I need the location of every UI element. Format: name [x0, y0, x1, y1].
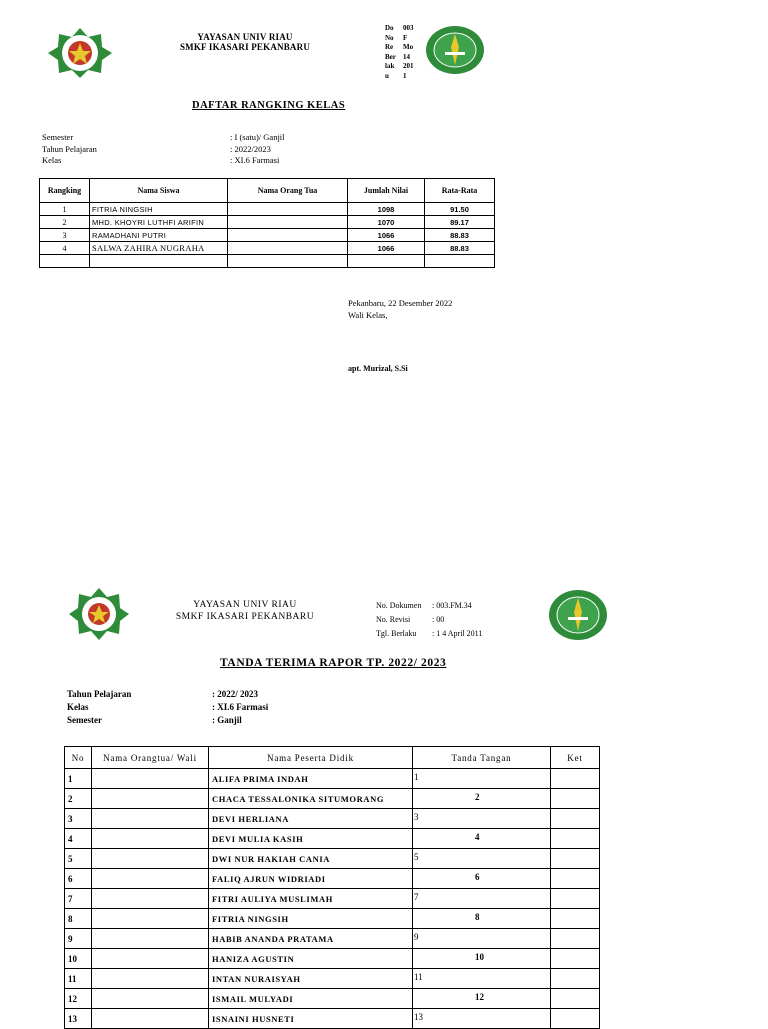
signature-number-left: 13 [414, 1012, 423, 1022]
table-row: 4 SALWA ZAHIRA NUGRAHA 1066 88.83 [40, 242, 495, 255]
doc1-info [42, 132, 285, 167]
doc-meta-row: u 1 [385, 71, 407, 80]
table-row [65, 769, 600, 789]
note-cell [551, 769, 600, 789]
parent-name-cell [92, 869, 209, 889]
row-number: 13 [65, 1009, 92, 1029]
signature-number-right: 12 [475, 992, 484, 1002]
signature-cell [413, 869, 551, 889]
signature-number-left: 11 [414, 972, 423, 982]
col-header: Ket [551, 747, 600, 769]
signer-name: apt. Murizal, S.Si [348, 364, 408, 373]
note-cell [551, 1009, 600, 1029]
table-row [65, 869, 600, 889]
parent-name-cell [92, 789, 209, 809]
table-row [65, 789, 600, 809]
university-logo-right [548, 589, 608, 641]
doc2-title: TANDA TERIMA RAPOR TP. 2022/ 2023 [220, 657, 447, 669]
row-number: 6 [65, 869, 92, 889]
row-number: 5 [65, 849, 92, 869]
parent-name-cell [92, 989, 209, 1009]
school-logo-left [47, 27, 113, 79]
signature-cell [413, 989, 551, 1009]
parent-name-cell [92, 929, 209, 949]
doc-meta-row: No F [385, 33, 408, 42]
university-logo-right [425, 25, 485, 75]
table-row: 2 MHD. KHOYRI LUTHFI ARIFIN 1070 89.17 [40, 216, 495, 229]
parent-name-cell [92, 769, 209, 789]
doc1-title: DAFTAR RANGKING KELAS [192, 100, 346, 111]
signature-cell [413, 769, 551, 789]
doc1-school: SMKF IKASARI PEKANBARU [179, 42, 311, 52]
doc1-signature-block [348, 297, 452, 321]
signature-number-left: 5 [414, 852, 419, 862]
row-number: 7 [65, 889, 92, 909]
row-number: 2 [65, 789, 92, 809]
col-header: Tanda Tangan [413, 747, 551, 769]
doc-meta-row: No. Dokumen : 003.FM.34 [376, 601, 472, 610]
table-row [65, 949, 600, 969]
signature-number-right: 4 [475, 832, 480, 842]
table-row [65, 1009, 600, 1029]
col-header: Nama Peserta Didik [209, 747, 413, 769]
row-number: 8 [65, 909, 92, 929]
row-number: 12 [65, 989, 92, 1009]
note-cell [551, 969, 600, 989]
doc1-header [170, 32, 320, 52]
row-number: 1 [65, 769, 92, 789]
note-cell [551, 889, 600, 909]
signature-number-right: 8 [475, 912, 480, 922]
note-cell [551, 829, 600, 849]
note-cell [551, 809, 600, 829]
parent-name-cell [92, 969, 209, 989]
school-logo-left [68, 587, 130, 641]
student-name: HABIB ANANDA PRATAMA [209, 929, 413, 949]
parent-name-cell [92, 889, 209, 909]
note-cell [551, 909, 600, 929]
table-row [65, 989, 600, 1009]
signature-cell [413, 949, 551, 969]
table-row [40, 255, 495, 268]
signature-cell [413, 829, 551, 849]
student-name: INTAN NURAISYAH [209, 969, 413, 989]
note-cell [551, 869, 600, 889]
table-header-row [65, 747, 600, 769]
signer-role: Wali Kelas, [348, 310, 388, 320]
doc-meta-row: lak 201 [385, 62, 414, 70]
info-row: Tahun Pelajaran : 2022/2023 [42, 143, 271, 154]
note-cell [551, 789, 600, 809]
signature-cell [413, 849, 551, 869]
doc2-foundation: YAYASAN UNIV RIAU [193, 600, 297, 610]
signature-cell [413, 969, 551, 989]
table-row: 3 RAMADHANI PUTRI 1066 88.83 [40, 229, 495, 242]
doc2-info [67, 688, 268, 727]
parent-name-cell [92, 849, 209, 869]
doc-meta-row: Ber 14 [385, 52, 410, 61]
doc-meta-row: No. Revisi : 00 [376, 615, 445, 624]
doc2-school: SMKF IKASARI PEKANBARU [175, 612, 315, 622]
student-name: DEVI MULIA KASIH [209, 829, 413, 849]
ranking-table [39, 178, 495, 268]
table-row [65, 809, 600, 829]
info-row: Tahun Pelajaran : 2022/ 2023 [67, 689, 258, 699]
signature-cell [413, 809, 551, 829]
row-number: 10 [65, 949, 92, 969]
parent-name-cell [92, 829, 209, 849]
doc-meta-row: Tgl. Berlaku : 1 4 April 2011 [376, 629, 483, 638]
col-header: Jumlah Nilai [348, 179, 425, 203]
row-number: 9 [65, 929, 92, 949]
info-row: Kelas : XI.6 Farmasi [42, 155, 280, 165]
parent-name-cell [92, 1009, 209, 1029]
signature-number-right: 6 [475, 872, 480, 882]
signature-number-right: 2 [475, 792, 480, 802]
doc-meta-row: Do 003 [385, 24, 414, 32]
signature-number-left: 1 [414, 772, 419, 782]
table-row [65, 909, 600, 929]
signature-number-right: 10 [475, 952, 484, 962]
note-cell [551, 949, 600, 969]
row-number: 4 [65, 829, 92, 849]
student-name: DEVI HERLIANA [209, 809, 413, 829]
student-name: FALIQ AJRUN WIDRIADI [209, 869, 413, 889]
student-name: DWI NUR HAKIAH CANIA [209, 849, 413, 869]
table-row [65, 929, 600, 949]
table-row [65, 969, 600, 989]
doc1-doc-meta [385, 24, 414, 81]
doc2-header [160, 599, 330, 623]
student-name: HANIZA AGUSTIN [209, 949, 413, 969]
table-row [65, 889, 600, 909]
note-cell [551, 849, 600, 869]
student-name: FITRI AULIYA MUSLIMAH [209, 889, 413, 909]
signature-cell [413, 909, 551, 929]
signature-number-left: 3 [414, 812, 419, 822]
parent-name-cell [92, 809, 209, 829]
signature-cell [413, 929, 551, 949]
doc-meta-row: Re Mo [385, 43, 414, 51]
info-row: Kelas : XI.6 Farmasi [67, 702, 269, 712]
row-number: 11 [65, 969, 92, 989]
col-header: Rangking [40, 179, 90, 203]
info-row: Semester : I (satu)/ Ganjil [42, 132, 285, 142]
col-header: No [65, 747, 92, 769]
table-row: 1 FITRIA NINGSIH 1098 91.50 [40, 203, 495, 216]
table-row [65, 849, 600, 869]
receipt-table [64, 746, 600, 1029]
signature-cell [413, 889, 551, 909]
note-cell [551, 929, 600, 949]
student-name: ALIFA PRIMA INDAH [209, 769, 413, 789]
student-name: ISNAINI HUSNETI [209, 1009, 413, 1029]
doc1-foundation: YAYASAN UNIV RIAU [197, 32, 293, 42]
col-header: Rata-Rata [425, 179, 495, 203]
parent-name-cell [92, 909, 209, 929]
table-header-row [40, 179, 495, 203]
row-number: 3 [65, 809, 92, 829]
student-name: ISMAIL MULYADI [209, 989, 413, 1009]
col-header: Nama Siswa [90, 179, 228, 203]
signature-cell [413, 789, 551, 809]
parent-name-cell [92, 949, 209, 969]
col-header: Nama Orangtua/ Wali [92, 747, 209, 769]
signature-number-left: 7 [414, 892, 419, 902]
signature-cell [413, 1009, 551, 1029]
place-date: Pekanbaru, 22 Desember 2022 [348, 298, 453, 308]
signature-number-left: 9 [414, 932, 419, 942]
student-name: FITRIA NINGSIH [209, 909, 413, 929]
student-name: CHACA TESSALONIKA SITUMORANG [209, 789, 413, 809]
doc2-doc-meta [376, 599, 482, 641]
note-cell [551, 989, 600, 1009]
info-row: Semester : Ganjil [67, 715, 242, 725]
col-header: Nama Orang Tua [228, 179, 348, 203]
table-row [65, 829, 600, 849]
